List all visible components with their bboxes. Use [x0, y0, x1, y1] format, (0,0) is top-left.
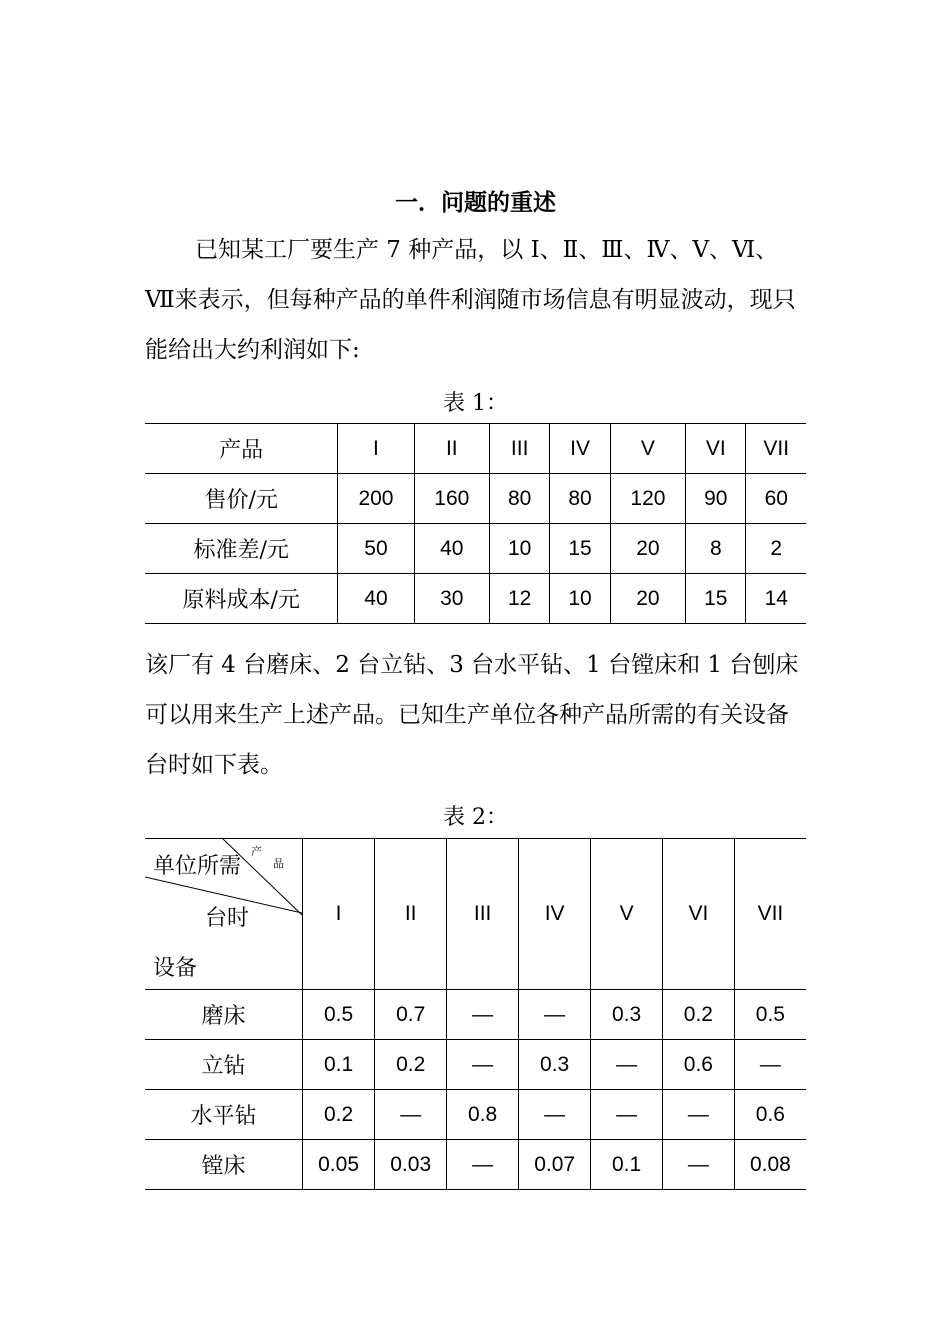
table-cell: 标准差/元	[145, 524, 338, 574]
table-cell: 0.07	[519, 1140, 591, 1190]
table-cell: 10	[550, 574, 610, 624]
corner-label-hours: 台时	[205, 906, 250, 931]
table-cell: —	[734, 1040, 806, 1090]
table-cell: 12	[489, 574, 549, 624]
table-cell: 水平钻	[145, 1090, 303, 1140]
table-cell: 15	[686, 574, 746, 624]
diagonal-header-cell	[145, 839, 303, 990]
table-cell: 0.1	[303, 1040, 375, 1090]
table-header-cell: IV	[550, 424, 610, 474]
table-header-row	[145, 839, 806, 990]
table-header-cell: V	[591, 839, 663, 990]
corner-label-equipment: 设备	[153, 956, 198, 981]
intro-paragraph: 已知某工厂要生产 7 种产品，以 Ⅰ、Ⅱ、Ⅲ、Ⅳ、Ⅴ、Ⅵ、Ⅶ来表示，但每种产品的单件利润随市场信息有明显波动，现只能给出大约利润如下:	[145, 237, 796, 363]
table-cell: 0.5	[734, 990, 806, 1040]
table-row	[145, 574, 806, 624]
table-cell: 200	[338, 474, 414, 524]
table-row	[145, 474, 806, 524]
table-cell: 磨床	[145, 990, 303, 1040]
section-heading: 一．问题的重述	[395, 190, 556, 216]
table-cell: 0.05	[303, 1140, 375, 1190]
table-cell: 20	[610, 524, 685, 574]
table-cell: 14	[746, 574, 806, 624]
table-cell: 160	[414, 474, 489, 524]
table-header-cell: VII	[734, 839, 806, 990]
table-header-row	[145, 424, 806, 474]
equipment-paragraph: 该厂有 4 台磨床、2 台立钻、3 台水平钻、1 台镗床和 1 台刨床可以用来生产上述产品。已知生产单位各种产品所需的有关设备台时如下表。	[145, 652, 799, 778]
table-cell: 售价/元	[145, 474, 338, 524]
table-header-cell: III	[489, 424, 549, 474]
table-cell: 0.8	[447, 1090, 519, 1140]
corner-label-product-b: 品	[273, 857, 284, 870]
table-header-cell: III	[447, 839, 519, 990]
table-cell: 50	[338, 524, 414, 574]
diagonal-header	[145, 839, 302, 989]
table-cell: 立钻	[145, 1040, 303, 1090]
table-cell: 0.03	[375, 1140, 447, 1190]
table-cell: 0.7	[375, 990, 447, 1040]
table1-caption: 表 1：	[443, 391, 508, 416]
table-row	[145, 990, 806, 1040]
table-cell: 0.6	[663, 1040, 735, 1090]
table-header-cell: V	[610, 424, 685, 474]
table-cell: 60	[746, 474, 806, 524]
table-cell: 0.5	[303, 990, 375, 1040]
table-cell: 90	[686, 474, 746, 524]
table-cell: —	[519, 990, 591, 1040]
table-cell: 40	[338, 574, 414, 624]
table-cell: —	[591, 1090, 663, 1140]
table-cell: —	[663, 1140, 735, 1190]
table-cell: 0.3	[591, 990, 663, 1040]
table-cell: 镗床	[145, 1140, 303, 1190]
table-cell: 2	[746, 524, 806, 574]
table-cell: —	[375, 1090, 447, 1140]
table-cell: 0.3	[519, 1040, 591, 1090]
table-header-cell: I	[338, 424, 414, 474]
table-cell: —	[663, 1090, 735, 1140]
table-cell: 80	[489, 474, 549, 524]
table-cell: —	[591, 1040, 663, 1090]
table-header-cell: II	[414, 424, 489, 474]
table-header-cell: IV	[519, 839, 591, 990]
table-header-cell: I	[303, 839, 375, 990]
table-cell: 15	[550, 524, 610, 574]
price-table	[145, 423, 806, 624]
table-cell: —	[519, 1090, 591, 1140]
table-cell: 0.2	[303, 1090, 375, 1140]
table-cell: —	[447, 1040, 519, 1090]
table-header-cell: VII	[746, 424, 806, 474]
table-cell: 40	[414, 524, 489, 574]
corner-label-demand: 单位所需	[153, 854, 242, 879]
table-cell: 原料成本/元	[145, 574, 338, 624]
table-cell: 0.1	[591, 1140, 663, 1190]
table-header-cell: VI	[686, 424, 746, 474]
table-row	[145, 1090, 806, 1140]
machine-hours-table	[145, 838, 806, 1190]
table-cell: 120	[610, 474, 685, 524]
table-cell: 10	[489, 524, 549, 574]
table-row	[145, 1140, 806, 1190]
table-cell: 30	[414, 574, 489, 624]
table2-caption: 表 2：	[443, 805, 508, 830]
table-header-cell: VI	[663, 839, 735, 990]
table-cell: 0.2	[375, 1040, 447, 1090]
table-cell: —	[447, 990, 519, 1040]
corner-label-product-a: 产	[251, 845, 262, 858]
table-row	[145, 1040, 806, 1090]
table-row	[145, 524, 806, 574]
table-cell: —	[447, 1140, 519, 1190]
table-cell: 0.6	[734, 1090, 806, 1140]
table-cell: 80	[550, 474, 610, 524]
table-header-cell: 产品	[145, 424, 338, 474]
table-cell: 8	[686, 524, 746, 574]
table-cell: 0.2	[663, 990, 735, 1040]
table-header-cell: II	[375, 839, 447, 990]
table-cell: 20	[610, 574, 685, 624]
table-cell: 0.08	[734, 1140, 806, 1190]
